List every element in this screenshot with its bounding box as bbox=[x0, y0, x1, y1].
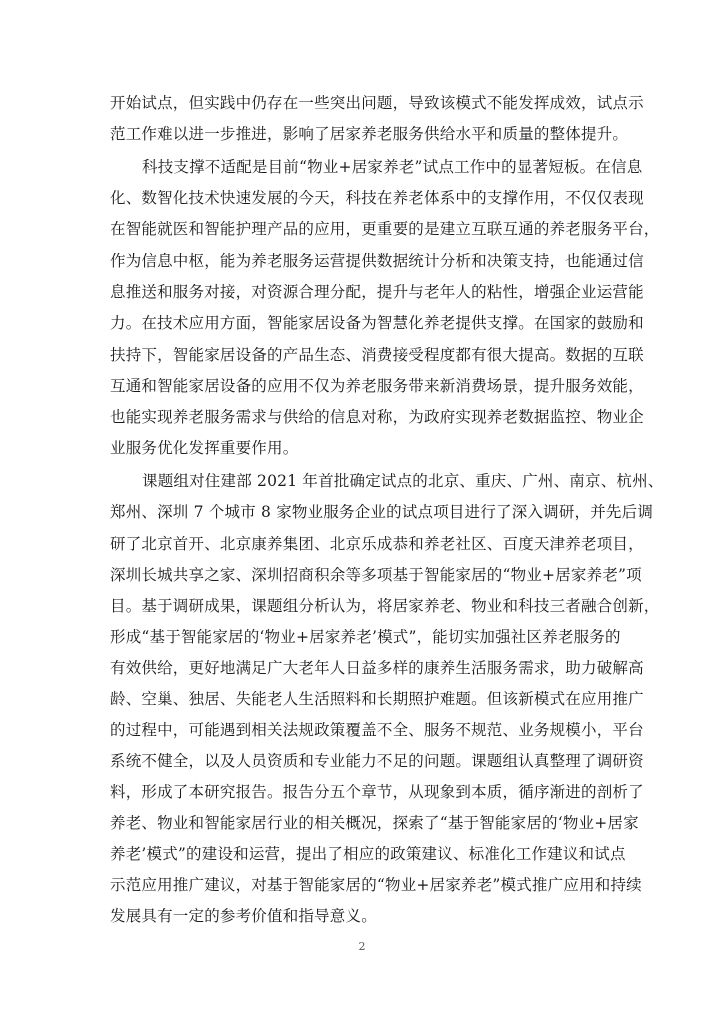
paragraph-first-line: 课题组对住建部 2021 年首批确定试点的北京、重庆、广州、南京、杭州、 bbox=[142, 472, 664, 490]
page-number: 2 bbox=[358, 940, 366, 953]
text-line: 在智能就医和智能护理产品的应用，更重要的是建立互联互通的养老服务平台， bbox=[110, 220, 660, 238]
text-line: 郑州、深圳 7 个城市 8 家物业服务企业的试点项目进行了深入调研，并先后调 bbox=[110, 503, 654, 521]
text-line: 发展具有一定的参考价值和指导意义。 bbox=[110, 907, 377, 925]
text-line: 范工作难以进一步推进，影响了居家养老服务供给水平和质量的整体提升。 bbox=[110, 125, 629, 143]
text-line: 研了北京首开、北京康养集团、北京乐成恭和养老社区、百度天津养老项目， bbox=[110, 535, 644, 553]
text-line: 息推送和服务对接，对资源合理分配，提升与老年人的粘性，增强企业运营能 bbox=[110, 283, 644, 301]
text-line: 业服务优化发挥重要作用。 bbox=[110, 439, 299, 457]
text-line: 也能实现养老服务需求与供给的信息对称，为政府实现养老数据监控、物业企 bbox=[110, 408, 644, 426]
text-line: 龄、空巢、独居、失能老人生活照料和长期照护难题。但该新模式在应用推广 bbox=[110, 690, 644, 708]
text-line: 互通和智能家居设备的应用不仅为养老服务带来新消费场景，提升服务效能， bbox=[110, 377, 644, 395]
text-line: 扶持下，智能家居设备的产品生态、消费接受程度都有很大提高。数据的互联 bbox=[110, 346, 644, 364]
text-line: 料，形成了本研究报告。报告分五个章节，从现象到本质，循序渐进的剖析了 bbox=[110, 783, 644, 801]
text-line: 养老’模式”的建设和运营，提出了相应的政策建议、标准化工作建议和试点 bbox=[110, 845, 626, 863]
text-line: 示范应用推广建议，对基于智能家居的“物业+居家养老”模式推广应用和持续 bbox=[110, 876, 642, 894]
text-line: 目。基于调研成果，课题组分析认为，将居家养老、物业和科技三者融合创新， bbox=[110, 597, 660, 615]
text-line: 系统不健全，以及人员资质和专业能力不足的问题。课题组认真整理了调研资 bbox=[110, 752, 644, 770]
paragraph-first-line: 科技支撑不适配是目前“物业+居家养老”试点工作中的显著短板。在信息 bbox=[142, 158, 643, 176]
text-line: 养老、物业和智能家居行业的相关概况，探索了“基于智能家居的‘物业+居家 bbox=[110, 814, 639, 832]
text-line: 的过程中，可能遇到相关法规政策覆盖不全、服务不规范、业务规模小，平台 bbox=[110, 721, 644, 739]
text-line: 化、数智化技术快速发展的今天，科技在养老体系中的支撑作用，不仅仅表现 bbox=[110, 189, 644, 207]
text-line: 有效供给，更好地满足广大老年人日益多样的康养生活服务需求，助力破解高 bbox=[110, 659, 644, 677]
text-line: 形成“基于智能家居的‘物业+居家养老’模式”，能切实加强社区养老服务的 bbox=[110, 628, 621, 646]
text-line: 力。在技术应用方面，智能家居设备为智慧化养老提供支撑。在国家的鼓励和 bbox=[110, 314, 644, 332]
text-line: 作为信息中枢，能为养老服务运营提供数据统计分析和决策支持，也能通过信 bbox=[110, 252, 644, 270]
text-line: 深圳长城共享之家、深圳招商积余等多项基于智能家居的“物业+居家养老”项 bbox=[110, 566, 642, 584]
text-line: 开始试点，但实践中仍存在一些突出问题，导致该模式不能发挥成效，试点示 bbox=[110, 94, 644, 112]
